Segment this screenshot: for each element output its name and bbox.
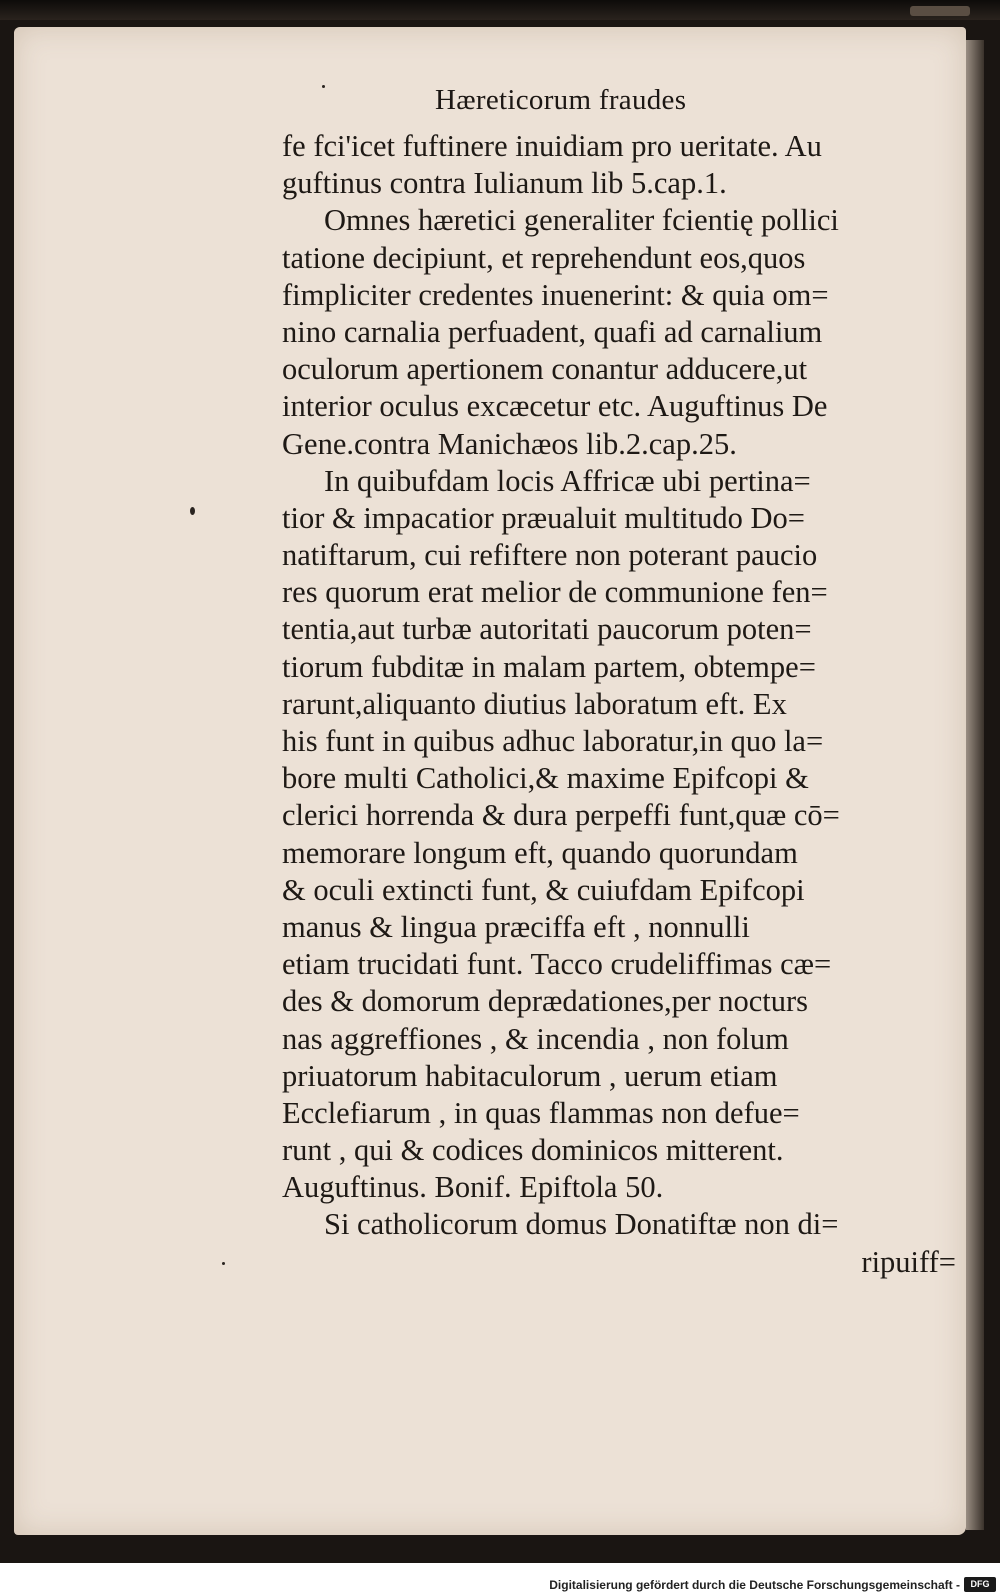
funding-credit: Digitalisierung gefördert durch die Deutsche Forschungsgemeinschaft - xyxy=(549,1578,960,1592)
text-line: des & domorum deprædationes,per nocturs xyxy=(282,984,809,1019)
ink-spot xyxy=(322,85,325,88)
text-line: runt , qui & codices dominicos mitterent. xyxy=(282,1133,784,1168)
text-line: natiftarum, cui refiftere non poterant paucio xyxy=(282,538,818,573)
catchword: ripuiff= xyxy=(861,1244,956,1279)
text-line: Si catholicorum domus Donatiftæ non di= xyxy=(324,1207,839,1242)
text-line: guftinus contra Iulianum lib 5.cap.1. xyxy=(282,166,727,201)
ink-spot xyxy=(190,507,195,515)
text-line: fe fci'icet fuftinere inuidiam pro ueritate. Au xyxy=(282,129,822,163)
text-line: nas aggreffiones , & incendia , non folum xyxy=(282,1021,789,1056)
ink-spot xyxy=(222,1262,225,1265)
text-line: tatione decipiunt, et reprehendunt eos,quos xyxy=(282,240,806,275)
running-head: Hæreticorum fraudes xyxy=(435,84,687,116)
text-line: bore multi Catholici,& maxime Epifcopi & xyxy=(282,761,809,796)
text-line: etiam trucidati funt. Tacco crudeliffimas cæ= xyxy=(282,947,832,982)
text-line: rarunt,aliquanto diutius laboratum eft. Ex xyxy=(282,686,787,721)
text-line: oculorum apertionem conantur adducere,ut xyxy=(282,352,808,387)
text-line: In quibufdam locis Affricæ ubi pertina= xyxy=(324,463,811,498)
footer-bar xyxy=(0,1563,1000,1596)
text-line: priuatorum habitaculorum , uerum etiam xyxy=(282,1058,778,1093)
text-line: clerici horrenda & dura perpeffi funt,quæ cō= xyxy=(282,798,840,833)
text-line: tior & impacatior præualuit multitudo Do= xyxy=(282,500,805,535)
text-line: Auguftinus. Bonif. Epiftola 50. xyxy=(282,1170,664,1205)
page-edge xyxy=(966,40,984,1530)
text-line: Gene.contra Manichæos lib.2.cap.25. xyxy=(282,426,737,461)
text-line: interior oculus excæcetur etc. Auguftinus De xyxy=(282,389,828,424)
text-line: Omnes hæretici generaliter fcientię pollici xyxy=(324,203,839,238)
text-line: tentia,aut turbæ autoritati paucorum poten= xyxy=(282,612,812,647)
text-line: memorare longum eft, quando quorundam xyxy=(282,835,798,870)
book-top-edge xyxy=(0,0,1000,20)
text-line: Ecclefiarum , in quas flammas non defue= xyxy=(282,1095,800,1130)
bookmark-ribbon xyxy=(910,6,970,16)
text-line: res quorum erat melior de communione fen= xyxy=(282,575,828,610)
text-line: & oculi extincti funt, & cuiufdam Epifcopi xyxy=(282,872,805,907)
text-line: tiorum fubditæ in malam partem, obtempe= xyxy=(282,649,816,684)
dfg-logo: DFG xyxy=(964,1577,996,1592)
text-line: manus & lingua præciffa eft , nonnulli xyxy=(282,909,750,944)
text-line: his funt in quibus adhuc laboratur,in quo la= xyxy=(282,724,824,758)
text-line: nino carnalia perfuadent, quafi ad carnalium xyxy=(282,314,823,349)
text-line: fimpliciter credentes inuenerint: & quia om= xyxy=(282,277,829,312)
body-text xyxy=(282,128,962,1281)
